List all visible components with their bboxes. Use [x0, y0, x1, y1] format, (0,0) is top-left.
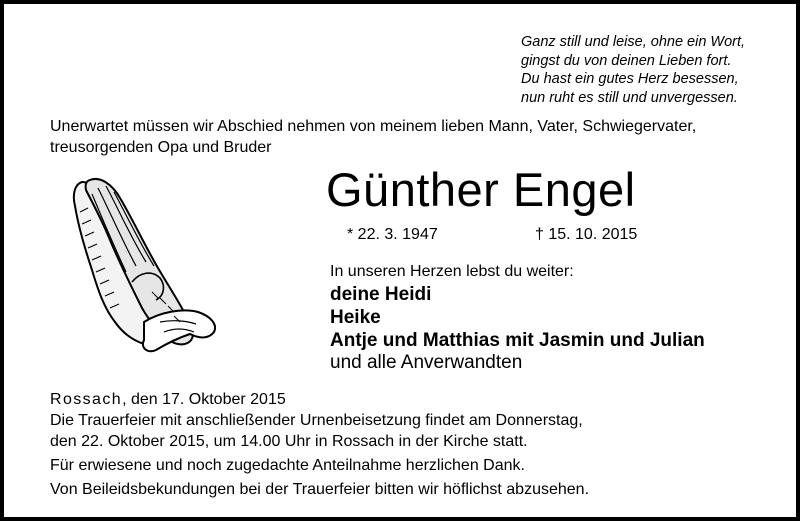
mourner-name: deine Heidi [330, 284, 432, 305]
death-date: † 15. 10. 2015 [535, 226, 638, 243]
poem-line: gingst du von deinen Lieben fort. [521, 52, 732, 69]
closing-text [50, 389, 790, 500]
intro-line: treusorgenden Opa und Bruder [50, 139, 272, 156]
thanks-line: Für erwiesene und noch zugedachte Anteilnahme herzlichen Dank. [50, 457, 525, 474]
intro-text [50, 116, 790, 158]
poem-line: Ganz still und leise, ohne ein Wort, [521, 34, 746, 50]
poem [521, 33, 791, 107]
place: Rossach [50, 391, 123, 408]
date: , den 17. Oktober 2015 [122, 391, 286, 408]
mourners-block [330, 261, 790, 374]
mourners-lead: In unseren Herzen lebst du weiter: [330, 263, 574, 280]
place-date-line [50, 389, 790, 410]
praying-hands-icon [60, 172, 230, 360]
mourners-relatives: und alle Anverwandten [330, 352, 523, 373]
poem-line: Du hast ein gutes Herz besessen, [521, 71, 739, 87]
request-line: Von Beileidsbekundungen bei der Trauerfeier bitten wir höflichst abzusehen. [50, 481, 590, 498]
poem-line: nun ruht es still und unvergessen. [521, 89, 738, 106]
service-line: Die Trauerfeier mit anschließender Urnenbeisetzung findet am Donnerstag, [50, 412, 583, 429]
intro-line: Unerwartet müssen wir Abschied nehmen von meinem lieben Mann, Vater, Schwiegervater, [50, 118, 697, 135]
mourner-name: Antje und Matthias mit Jasmin und Julian [330, 330, 705, 351]
service-line: den 22. Oktober 2015, um 14.00 Uhr in Rossach in der Kirche statt. [50, 433, 528, 450]
birth-date: * 22. 3. 1947 [347, 226, 438, 243]
deceased-name: Günther Engel [326, 163, 636, 216]
mourner-name: Heike [330, 307, 381, 328]
